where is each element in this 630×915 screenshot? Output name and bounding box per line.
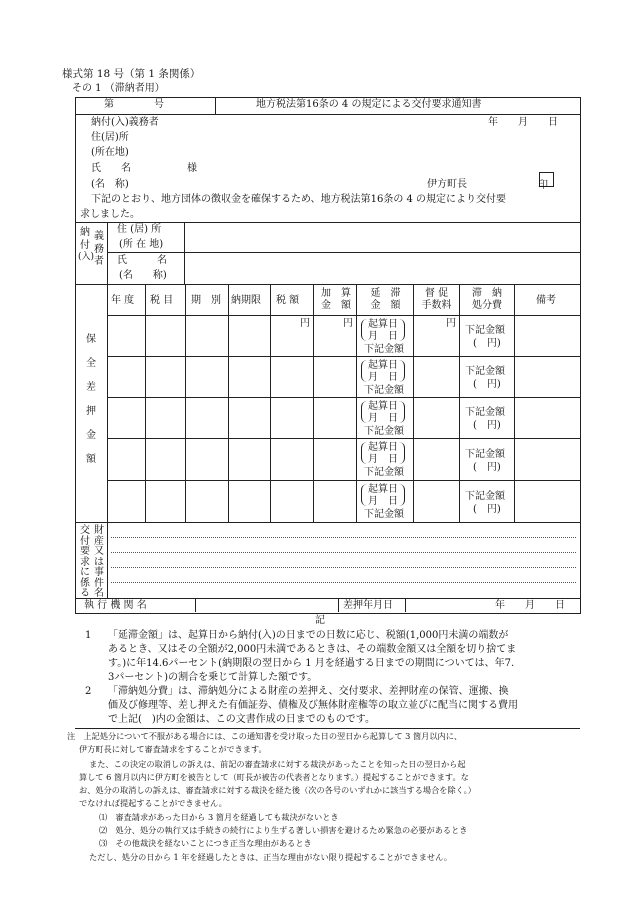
location-label: (所在地) <box>91 147 129 158</box>
seizure-date: 年 月 日 <box>495 600 565 611</box>
secured-amount-vertical-label: 保 全 差 押 金 額 <box>86 334 96 465</box>
seal-mark: 印 <box>538 180 548 191</box>
payer-vertical-label: 納 付 (入) <box>78 227 95 262</box>
header-year: 年 度 <box>111 295 135 306</box>
payer-location-label: (所 在 地) <box>119 239 164 250</box>
payer-label: 納付(入)義務者 <box>91 117 159 128</box>
name-label: 氏 名 <box>91 163 131 174</box>
header-delinquency-amount: 延 滞 金 額 <box>370 288 401 311</box>
intro-line-2: 求しました。 <box>80 209 140 220</box>
header-tax-item: 税 目 <box>150 295 174 306</box>
document-title: 地方税法第16条の 4 の規定による交付要求通知書 <box>256 99 482 110</box>
address-label: 住(居)所 <box>91 132 129 143</box>
corp-name-label: (名 称) <box>91 179 129 190</box>
header-additional-amount: 加 算 金 額 <box>321 288 351 311</box>
yen-unit-fee: 円 <box>446 318 456 329</box>
seizure-date-label: 差押年月日 <box>343 600 393 611</box>
request-property-vertical-label: 交 付 要 求 に 係 る <box>80 525 90 599</box>
header-due-date: 納期限 <box>231 295 261 306</box>
header-tax-amount: 税 額 <box>276 295 300 306</box>
intro-line-1: 下記のとおり、地方団体の徴収金を確保するため、地方税法第16条の 4 の規定により交付要 <box>91 194 507 205</box>
property-name-vertical-label: 財 産 又 は 事 件 名 <box>94 525 104 599</box>
payer-corp-label: (名 称) <box>119 270 167 281</box>
form-number: 様式第 18 号（第 1 条関係） <box>62 68 201 80</box>
header-period: 期 別 <box>191 295 221 306</box>
header-reminder-fee: 督 促 手数料 <box>421 288 452 311</box>
payer-address-label: 住 (居) 所 <box>117 224 162 235</box>
payer-name-label: 氏 名 <box>117 255 167 266</box>
issuer-name: 伊方町長 <box>427 179 467 190</box>
form-subtitle: その 1 （滞納者用） <box>72 83 165 94</box>
notes-title: 記 <box>315 615 325 626</box>
document-number-label: 第 号 <box>104 99 164 110</box>
header-disposition-cost: 滞 納 処分費 <box>472 288 502 311</box>
appeal-footnote: 注 上記処分について不服がある場合には、この通知書を受け取った日の翌日から起算して 3 箇月以内に、 伊方町長に対して審査請求をすることができます。 また、この決定の取消しの訴えは、前記の審査請求に対する裁決があったことを知った日の翌日から起 算して 6 箇月以内に伊方町を被告として（町長が被告の代表者となります。）提起することができます。な お、処分の取消しの訴えは、審査請求に対する裁決を経た後（次の各号のいずれかに該当する場合を除く。） でなければ提起することができません。 ⑴ 審査請求があった日から 3 箇月を経過しても裁決がないとき ⑵ 処分、処分の執行又は手続きの続行により生ずる著しい損害を避けるため緊急の必要があるとき ⑶ その他裁決を経ないことにつき正当な理由があるとき ただし、処分の日から 1 年を経過したときは、正当な理由がない限り提起することができません。 <box>67 731 476 862</box>
yen-unit-tax: 円 <box>300 318 310 329</box>
yen-unit-additional: 円 <box>343 318 353 329</box>
issue-date: 年 月 日 <box>488 117 558 128</box>
executing-agency-label: 執 行 機 関 名 <box>84 600 147 611</box>
header-remarks: 備考 <box>536 295 556 306</box>
honorific: 様 <box>187 163 197 174</box>
obligor-vertical-label: 義 務 者 <box>94 231 104 267</box>
